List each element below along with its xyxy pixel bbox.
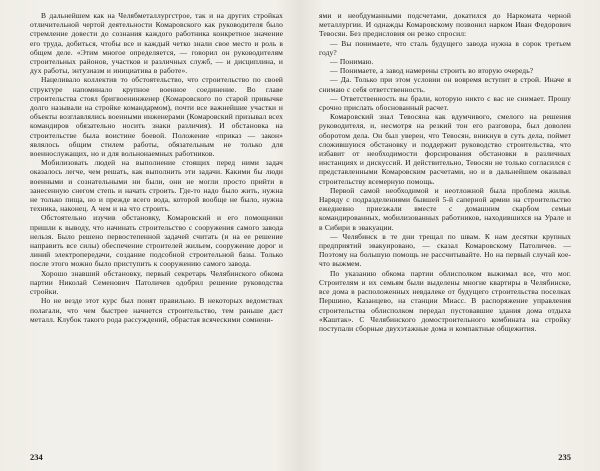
dialogue-line: — Да. Только при этом условии он вовремя вступит в строй. Иначе я снимаю с себя ответственность. bbox=[319, 75, 571, 94]
paragraph: Хорошо знавший обстановку, первый секретарь Челябинского обкома партии Николай Семенович Патоличев одобрил решение руководства стройки. bbox=[30, 268, 283, 297]
paragraph: Но не везде этот курс был понят правильно. В некоторых ведомствах полагали, что чем быстрее начнется строительство, тем раньше даст металл. Клубок такого рода рассуждений, обрастая всяческими сомнени- bbox=[30, 296, 283, 324]
paragraph: Первой самой необходимой и неотложной была проблема жилья. Наряду с подразделениями бывшей 5-й саперной армии на строительство ежедневно приезжали вместе с домашним скарбом семьи командированных, мобилизованных работников, находившихся на Урале и в Сибири в эвакуации. bbox=[319, 185, 571, 232]
paragraph: По указанию обкома партии облисполком выжимал все, что мог. Строителям и их семьям были выделены многие квартиры в Челябинске, все дома в расположенных невдалеке от будущего строительства поселках Першино, Казанцево, на станции Миасс. В распоряжение управления строительства облисполком передал пустовавшие здания дома отдыха «Каштак». С Челябинского домостроительного комбината на стройку поступали сборные двухэтажные дома и компактные общежития. bbox=[319, 268, 571, 333]
page-right bbox=[300, 0, 600, 471]
paragraph: Комаровский знал Тевосяна как вдумчивого, смелого на решения руководителя, и, несмотря на резкий тон его разговора, был доволен оборотом дела. Он был уверен, что Тевосян, вникнув в суть дела, поймет сложившуюся обстановку и поддержит руководство строительства, что избавит от необходимости форсирования обстановки в различных инстанциях и дискуссий. И действительно, Тевосян не только согласился с представленными Комаровским расчетами, но и в дальнейшем оказывал строительству всемерную помощь. bbox=[319, 112, 571, 186]
paragraph: В дальнейшем как на Челябметаллургстрое, так и на других стройках отличительной чертой деятельности Комаровского как руководителя было стремление довести до сознания каждого работника конкретное значение его труда, добиться, чтобы все и каждый четко знали свое место и роль в общем деле. «Этим многое определяется, — говорил он руководителям строительных районов, участков и различных служб, — и дисциплина, и дух работы, энтузиазм и инициатива в работе». bbox=[30, 11, 283, 76]
dialogue-line: — Вы понимаете, что сталь будущего завода нужна в сорок третьем году? bbox=[319, 38, 571, 57]
paragraph: Обстоятельно изучив обстановку, Комаровский и его помощники пришли к выводу, что начинать строительство с сооружения самого завода нельзя. Было решено первостепенной задачей считать (и на ее решение направить все силы) обеспечение строителей жильем, сооружение дорог и линий электропередачи, создание подсобной строительной базы. Только после этого можно было приступить к сооружению самого завода. bbox=[30, 213, 283, 269]
dialogue-line: — Ответственность вы брали, которую никто с вас не снимает. Прошу срочно прислать обоснованный расчет. bbox=[319, 93, 571, 113]
paragraph-continuation: ями и необдуманными подсчетами, докатился до Наркомата черной металлургии. И однажды Комаровскому позвонил нарком Иван Федорович Тевосян. Без предисловия он резко спросил: bbox=[319, 11, 571, 39]
dialogue-line: — Челябинск в те дни трещал по швам. К нам десятки крупных предприятий эвакуировано, — сказал Комаровскому Патоличев. — Поэтому на большую помощь не рассчитывайте. Но на первый случай кое-что выжмем. bbox=[319, 231, 571, 269]
paragraph: Нацеливало коллектив то обстоятельство, что строительство по своей структуре напоминало крупное военное соединение. Во главе строительства стоял бригвоенинженер (Комаровского по старой привычке долго называли на стройке командармом), почти все важнейшие участки и объекты возглавлялись военными инженерами (Комаровский призывал всех командиров обязательно носить знаки различия). И обстановка на строительстве была воистине боевой. Положение «приказ — закон» являлось общим стилем работы, обязательным не только для военнослужащих, но и для вольнонаемных работников. bbox=[30, 75, 283, 159]
dialogue-line: — Понимаете, а завод намерены строить во вторую очередь? bbox=[330, 66, 534, 76]
right-text-column bbox=[319, 11, 571, 333]
page-number-right: 235 bbox=[558, 452, 571, 462]
page-number-left: 234 bbox=[30, 452, 43, 462]
paragraph: Мобилизовать людей на выполнение стоящих перед ними задач оказалось легче, чем решать, как выполнить эти задачи. Какими бы люди военными и сознательными ни были, они не могли просто прийти в занесенную снегом степь и начать строить. Где-то надо было жить, нужна не только пища, но и прежде всего вода, которой вообще не было, нужна техника, наконец. А чем и на что строить. bbox=[30, 158, 283, 214]
left-text-column bbox=[30, 11, 283, 324]
dialogue-line: — Понимаю. bbox=[330, 57, 374, 67]
